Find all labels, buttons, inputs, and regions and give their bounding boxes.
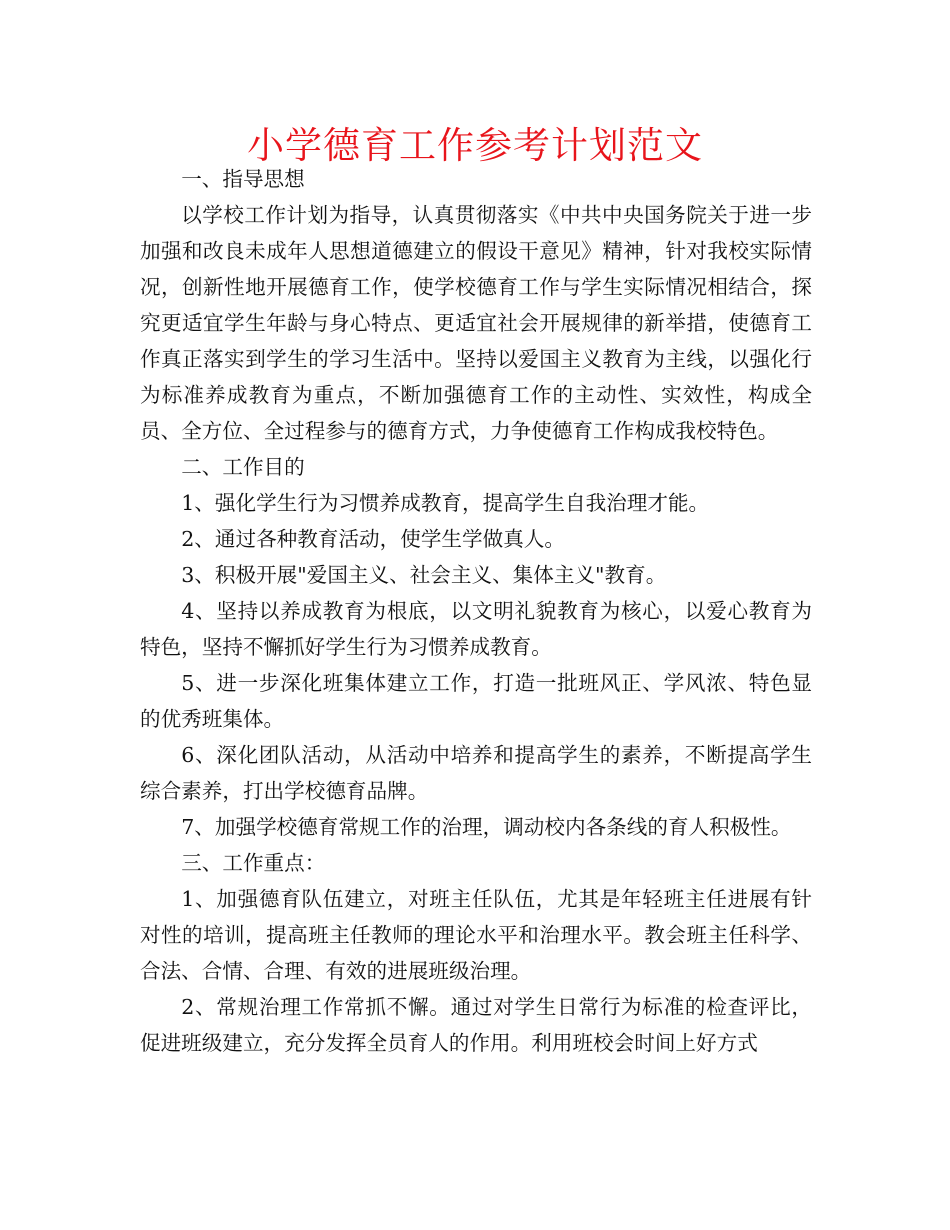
document-title: 小学德育工作参考计划范文 <box>247 124 703 167</box>
goal-item-4: 4、坚持以养成教育为根底，以文明礼貌教育为核心，以爱心教育为特色，坚持不懈抓好学生行为习惯养成教育。 <box>140 599 812 659</box>
goal-item-2: 2、通过各种教育活动，使学生学做真人。 <box>181 527 565 551</box>
document-body <box>140 161 812 1061</box>
focus-item-1: 1、加强德育队伍建立，对班主任队伍，尤其是年轻班主任进展有针对性的培训，提高班主任教师的理论水平和治理水平。教会班主任科学、合法、合情、合理、有效的进展班级治理。 <box>140 887 812 983</box>
goal-item-1: 1、强化学生行为习惯养成教育，提高学生自我治理才能。 <box>181 491 710 515</box>
goal-item-7: 7、加强学校德育常规工作的治理，调动校内各条线的育人积极性。 <box>181 815 792 839</box>
goal-item-3: 3、积极开展"爱国主义、社会主义、集体主义"教育。 <box>181 563 667 587</box>
goal-item-6: 6、深化团队活动，从活动中培养和提高学生的素养，不断提高学生综合素养，打出学校德育品牌。 <box>140 743 812 803</box>
section-heading-guiding-thought: 一、指导思想 <box>181 167 305 191</box>
goal-item-5: 5、进一步深化班集体建立工作，打造一批班风正、学风浓、特色显的优秀班集体。 <box>140 671 812 731</box>
paragraph-guiding-thought: 以学校工作计划为指导，认真贯彻落实《中共中央国务院关于进一步加强和改良未成年人思想道德建立的假设干意见》精神，针对我校实际情况，创新性地开展德育工作，使学校德育工作与学生实际情况相结合，探究更适宜学生年龄与身心特点、更适宜社会开展规律的新举措，使德育工作真正落实到学生的学习生活中。坚持以爱国主义教育为主线，以强化行为标准养成教育为重点，不断加强德育工作的主动性、实效性，构成全员、全方位、全过程参与的德育方式，力争使德育工作构成我校特色。 <box>140 203 812 443</box>
focus-item-2: 2、常规治理工作常抓不懈。通过对学生日常行为标准的检查评比，促进班级建立，充分发挥全员育人的作用。利用班校会时间上好方式 <box>140 995 812 1055</box>
section-heading-work-goals: 二、工作目的 <box>181 455 305 479</box>
section-heading-work-focus: 三、工作重点： <box>181 851 326 875</box>
